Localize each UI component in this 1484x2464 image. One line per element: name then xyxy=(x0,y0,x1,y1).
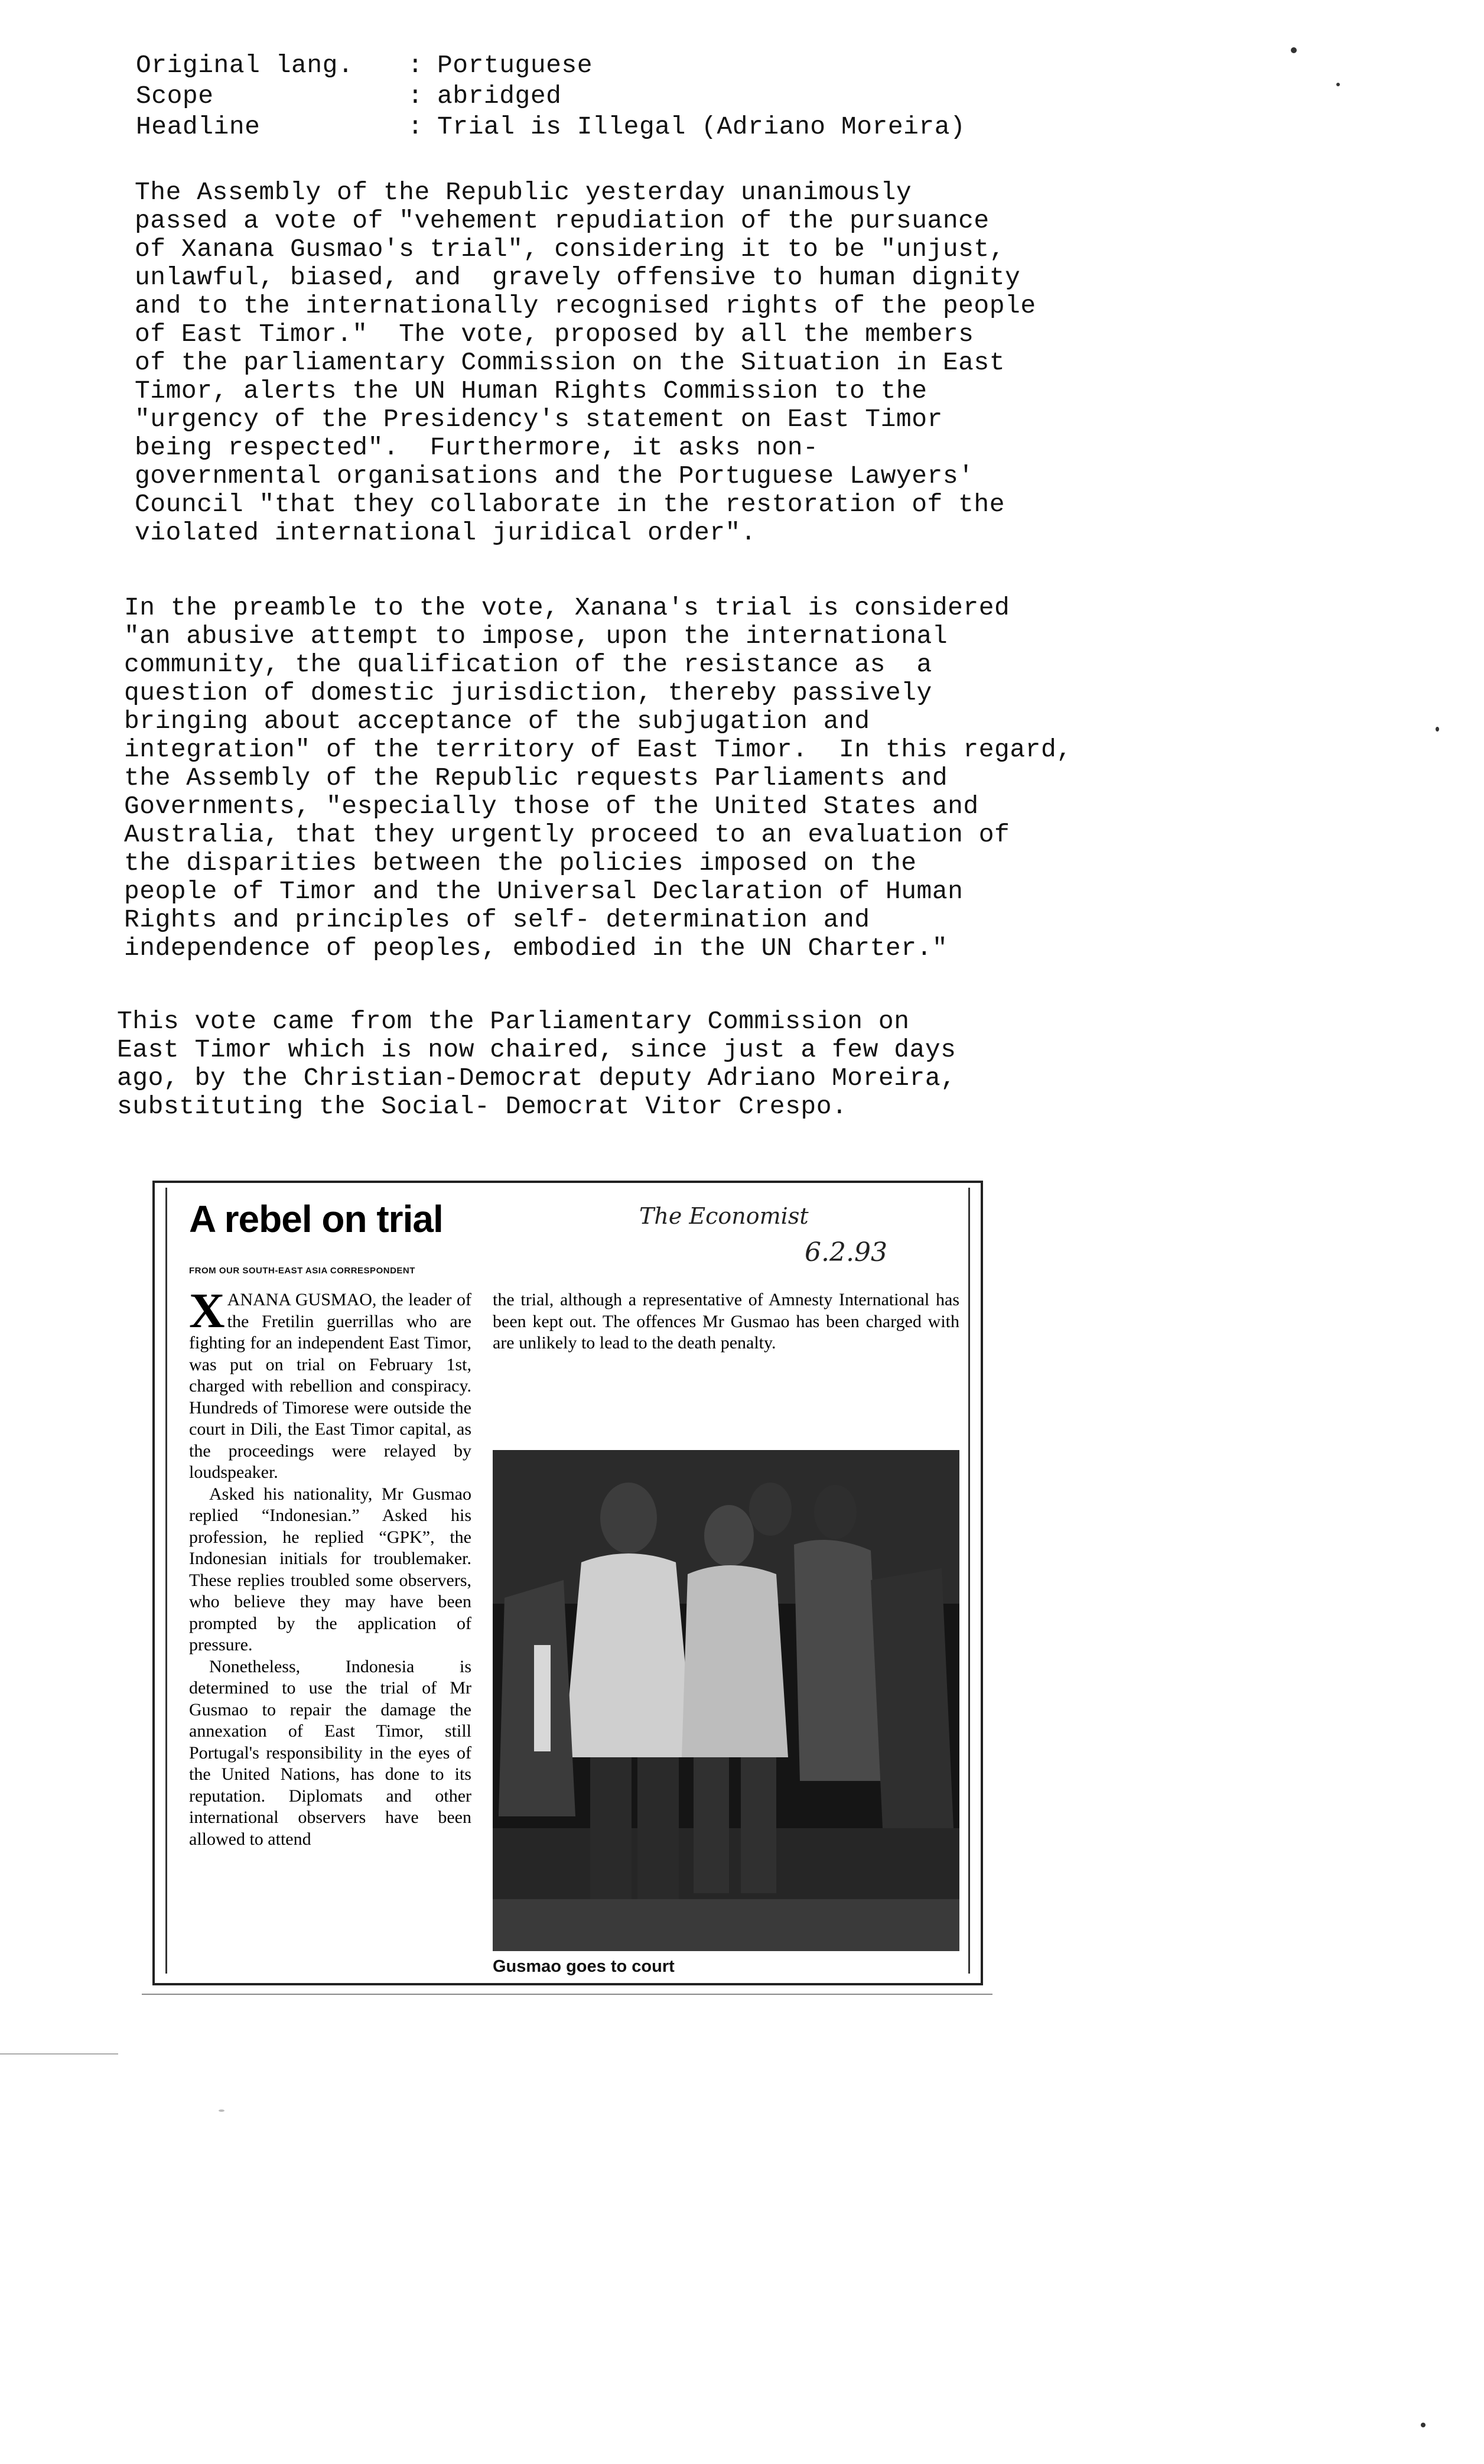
scan-speck xyxy=(1421,2423,1426,2427)
article-lead-paragraph: ANANA GUSMAO, the leader of the Fretilin guerrillas who are fighting for an independent East Timor, was put on trial on February 1st, charged with rebellion and conspiracy. Hundreds of Timorese were outside the court in Dili, the East Timor capital, as the proceedings were relayed by loudspeaker. xyxy=(189,1290,471,1482)
header-key: Headline xyxy=(136,112,261,141)
header-value: abridged xyxy=(437,82,562,110)
article-paragraph-2: Asked his nationality, Mr Gusmao replied “Indonesian.” Asked his profession, he replied “GPK”, the Indonesian initials for troublemaker. These replies troubled some observers, who believe they may have been prompted by the application of pressure. xyxy=(189,1484,471,1654)
photo-illustration xyxy=(493,1450,959,1951)
article-column-2: the trial, although a representative of Amnesty International has been kept out. The offences Mr Gusmao has been charged with are unlikely to lead to the death penalty. xyxy=(493,1290,959,1353)
document-header xyxy=(136,50,965,142)
article-column-1 xyxy=(189,1283,471,1850)
clipping-byline: FROM OUR SOUTH-EAST ASIA CORRESPONDENT xyxy=(189,1266,415,1276)
header-value: Portuguese xyxy=(437,51,593,80)
scan-speck xyxy=(1336,83,1340,86)
clipping-title: A rebel on trial xyxy=(189,1198,443,1240)
header-separator: : xyxy=(408,51,424,80)
photo-caption: Gusmao goes to court xyxy=(493,1957,675,1976)
newspaper-clipping xyxy=(152,1181,983,1985)
scan-line xyxy=(142,1994,992,1995)
scan-speck xyxy=(219,2109,224,2112)
header-key: Original lang. xyxy=(136,51,354,80)
body-paragraph-1: The Assembly of the Republic yesterday unanimously passed a vote of "vehement repudiation of the pursuance of Xanana Gusmao's trial", considering it to be "unjust, unlawful, biased, and gravely offensive to human dignity and to the internationally recognised rights of the people of East Timor." The vote, proposed by all the members of the parliamentary Commission on the Situation in East Timor, alerts the UN Human Rights Commission to the "urgency of the Presidency's statement on East Timor being respected". Furthermore, it asks non- governmental organisations and the Portuguese Lawyers' Council "that they collaborate in the restoration of the violated international juridical order". xyxy=(135,178,1036,547)
dropcap-letter: X xyxy=(189,1283,225,1338)
header-separator: : xyxy=(408,112,424,141)
handwritten-date-note: 6.2.93 xyxy=(805,1237,887,1267)
header-row-headline xyxy=(136,112,965,142)
news-photo xyxy=(493,1450,959,1951)
header-row-scope xyxy=(136,81,965,112)
scan-speck xyxy=(1291,47,1297,53)
scan-speck xyxy=(1436,727,1439,732)
header-row-language xyxy=(136,50,965,81)
header-key: Scope xyxy=(136,82,214,110)
article-paragraph-3: Nonetheless, Indonesia is determined to use the trial of Mr Gusmao to repair the damage the annexation of East Timor, still Portugal's responsibility in the eyes of the United Nations, has done to its reputation. Diplomats and other international observers have been allowed to attend xyxy=(189,1656,471,1849)
body-paragraph-2: In the preamble to the vote, Xanana's trial is considered "an abusive attempt to impose, upon the international community, the qualification of the resistance as a question of domestic jurisdiction, thereby passively bringing about acceptance of the subjugation and integration" of the territory of East Timor. In this regard, the Assembly of the Republic requests Parliaments and Governments, "especially those of the United States and Australia, that they urgently proceed to an evaluation of the disparities between the policies imposed on the people of Timor and the Universal Declaration of Human Rights and principles of self- determination and independence of peoples, embodied in the UN Charter." xyxy=(124,593,1072,963)
scan-line xyxy=(0,2053,118,2055)
header-value: Trial is Illegal (Adriano Moreira) xyxy=(437,112,966,141)
header-separator: : xyxy=(408,82,424,110)
handwritten-source-note: The Economist xyxy=(639,1203,809,1229)
body-paragraph-3: This vote came from the Parliamentary Commission on East Timor which is now chaired, since just a few days ago, by the Christian-Democrat deputy Adriano Moreira, substituting the Social- Democrat Vitor Crespo. xyxy=(117,1007,956,1121)
